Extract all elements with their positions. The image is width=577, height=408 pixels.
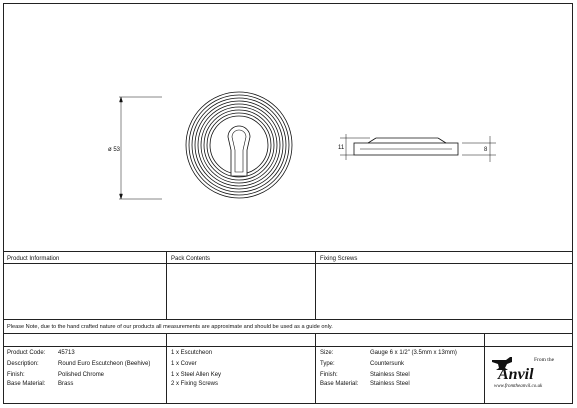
product-row-value: Brass (58, 381, 74, 387)
product-row-value: Polished Chrome (58, 372, 105, 378)
logo-from-the: From the (534, 357, 555, 363)
logo-url: www.fromtheanvil.co.uk (494, 384, 543, 389)
pack-item: 1 x Steel Allen Key (171, 372, 222, 378)
measurement-note: Please Note, due to the hand crafted nature of our products all measurements are approximate and should be used as a guide only. (7, 324, 333, 330)
divider (3, 346, 573, 347)
product-row-label: Product Code: (7, 350, 46, 356)
product-row-value: 45713 (58, 350, 75, 356)
divider (3, 319, 573, 320)
escutcheon-side-view (354, 138, 458, 155)
divider (166, 251, 167, 319)
diameter-label: ø 53 (108, 147, 121, 153)
pack-contents-header: Pack Contents (171, 256, 211, 262)
euro-keyhole (228, 126, 250, 176)
product-info-header: Product Information (7, 256, 60, 262)
divider (315, 333, 316, 404)
diameter-dimension (119, 97, 162, 199)
screw-row-label: Base Material: (320, 381, 359, 387)
from-the-anvil-logo (488, 352, 568, 392)
divider (484, 333, 485, 404)
divider (3, 263, 573, 264)
divider (166, 333, 167, 404)
product-row-label: Base Material: (7, 381, 46, 387)
height-left-label: 11 (338, 145, 345, 151)
screw-row-value: Gauge 6 x 1/2" (3.5mm x 13mm) (370, 350, 457, 356)
divider (3, 333, 573, 334)
divider (315, 251, 316, 319)
product-row-value: Round Euro Escutcheon (Beehive) (58, 361, 151, 367)
screw-row-label: Finish: (320, 372, 338, 378)
logo-brand: Anvil (498, 366, 534, 383)
divider (3, 251, 573, 252)
product-row-label: Finish: (7, 372, 25, 378)
screw-row-value: Stainless Steel (370, 372, 410, 378)
pack-item: 1 x Escutcheon (171, 350, 213, 356)
screw-row-label: Type: (320, 361, 335, 367)
pack-item: 2 x Fixing Screws (171, 381, 219, 387)
screw-row-label: Size: (320, 350, 334, 356)
height-right-label: 8 (484, 147, 488, 153)
product-row-label: Description: (7, 361, 39, 367)
screw-row-value: Stainless Steel (370, 381, 410, 387)
pack-item: 1 x Cover (171, 361, 197, 367)
fixing-screws-header: Fixing Screws (320, 256, 358, 262)
screw-row-value: Countersunk (370, 361, 405, 367)
